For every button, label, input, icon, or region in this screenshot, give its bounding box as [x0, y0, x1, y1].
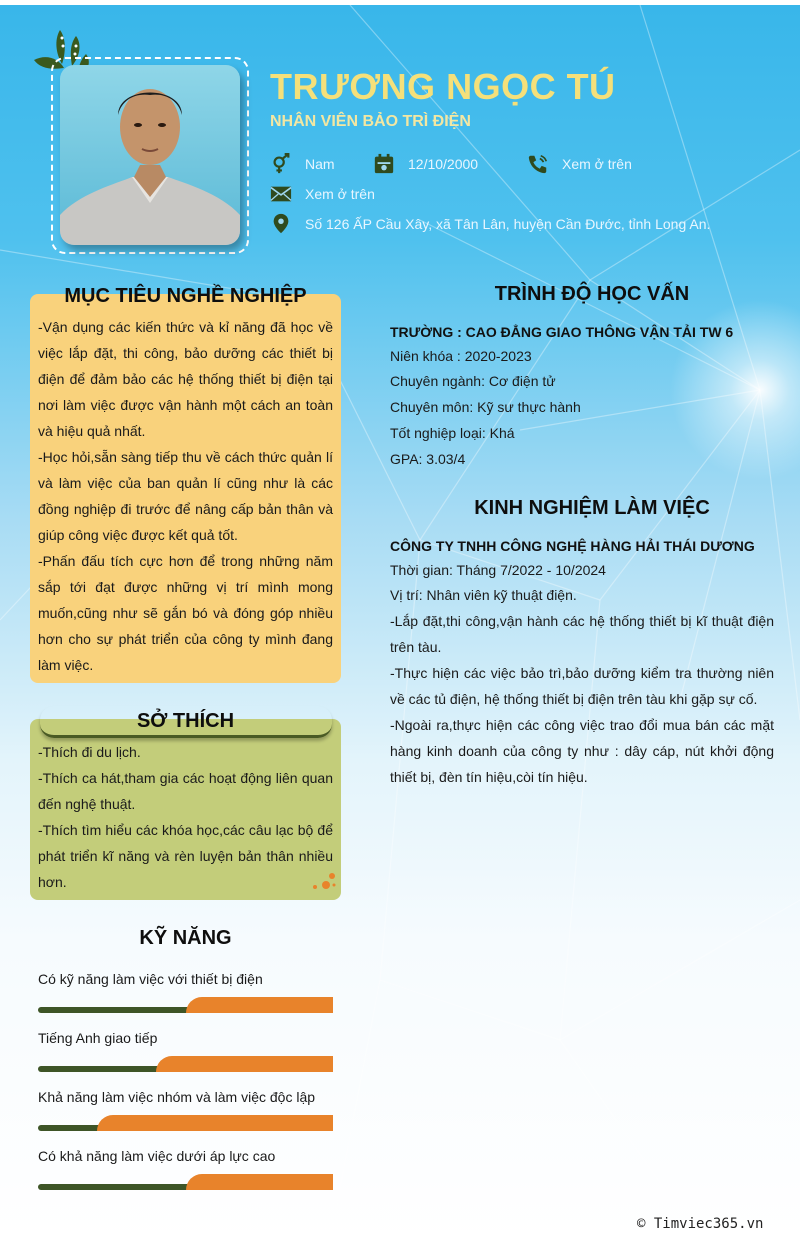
experience-time: Thời gian: Tháng 7/2022 - 10/2024	[390, 562, 606, 578]
calendar-icon	[373, 153, 395, 175]
education-title: TRÌNH ĐỘ HỌC VẤN	[494, 283, 690, 305]
location-pin-icon	[270, 213, 292, 235]
gender-icon	[270, 153, 292, 175]
skill-bar-fill	[186, 997, 334, 1013]
company-name: CÔNG TY TNHH CÔNG NGHỆ HÀNG HẢI THÁI DƯƠNG	[390, 538, 755, 554]
duty-item: -Ngoài ra,thực hiện các công việc trao đổi mua bán các mặt hàng kinh doanh của công ty như : dây cáp, nút khởi động thiết bị, đèn tín hiệu,còi tín hiệu.	[390, 717, 774, 785]
skill-bar-fill	[156, 1056, 333, 1072]
hobby-item: -Thích tìm hiểu các khóa học,các câu lạc bộ để phát triển kĩ năng và rèn luyện bản thân nhiều hơn.	[38, 822, 333, 890]
phone-info	[527, 153, 632, 175]
education-grade: Tốt nghiệp loại: Khá	[390, 425, 515, 441]
email-value: Xem ở trên	[305, 186, 375, 202]
career-goal-text	[38, 314, 333, 678]
career-goal-paragraph: -Học hỏi,sẵn sàng tiếp thu về cách thức quản lí và làm việc của ban quản lí cũng như là các đồng nghiệp đi trước để nâng cấp bản thân và giúp công việc được kết quả tốt.	[38, 449, 333, 543]
hobby-item: -Thích ca hát,tham gia các hoạt động liên quan đến nghệ thuật.	[38, 770, 333, 812]
skill-bar	[38, 1125, 333, 1131]
avatar	[60, 65, 240, 245]
footer-watermark: © Timviec365.vn	[637, 1216, 764, 1232]
address-value: Số 126 ẤP Cầu Xây, xã Tân Lân, huyện Cần Đước, tỉnh Long An.	[305, 216, 711, 232]
education-years: Niên khóa : 2020-2023	[390, 348, 532, 364]
hobbies-title: SỞ THÍCH	[136, 710, 235, 732]
gender-info	[270, 153, 335, 175]
job-title: NHÂN VIÊN BẢO TRÌ ĐIỆN	[270, 113, 471, 130]
school-name: TRƯỜNG : CAO ĐẲNG GIAO THÔNG VẬN TẢI TW 6	[390, 324, 734, 340]
candidate-name: TRƯƠNG NGỌC TÚ	[270, 66, 616, 107]
duty-item: -Lắp đặt,thi công,vận hành các hệ thống thiết bị kĩ thuật điện trên tàu.	[390, 613, 774, 655]
experience-position: Vị trí: Nhân viên kỹ thuật điện.	[390, 587, 577, 603]
career-goal-title: MỤC TIÊU NGHỀ NGHIỆP	[64, 285, 307, 307]
dots-decoration-icon	[308, 870, 338, 892]
experience-duties	[390, 608, 774, 790]
birthday-value: 12/10/2000	[408, 156, 479, 172]
skill-label: Có kỹ năng làm việc với thiết bị điện	[38, 971, 263, 987]
birthday-info	[373, 153, 478, 175]
education-major: Chuyên ngành: Cơ điện tử	[390, 373, 556, 389]
skill-label: Khả năng làm việc nhóm và làm việc độc lập	[38, 1089, 316, 1105]
phone-icon	[527, 153, 549, 175]
skill-bar	[38, 1184, 333, 1190]
skill-bar	[38, 1007, 333, 1013]
experience-title: KINH NGHIỆM LÀM VIỆC	[474, 497, 710, 519]
career-goal-paragraph: -Vận dụng các kiến thức và kỉ năng đã học về việc lắp đặt, thi công, bảo dưỡng các thiết bị điện để đảm bảo các hệ thống thiết bị điện tại nơi làm việc được vận hành một cách an toàn và hiệu quả nhất.	[38, 319, 333, 439]
hobbies-text	[38, 739, 333, 895]
education-specialty: Chuyên môn: Kỹ sư thực hành	[390, 399, 581, 415]
skill-label: Có khả năng làm việc dưới áp lực cao	[38, 1148, 276, 1164]
gender-value: Nam	[305, 156, 335, 172]
email-icon	[270, 183, 292, 205]
skill-label: Tiếng Anh giao tiếp	[38, 1030, 158, 1046]
address-info	[270, 213, 710, 235]
phone-value: Xem ở trên	[562, 156, 632, 172]
duty-item: -Thực hiện các việc bảo trì,bảo dưỡng kiểm tra thường niên về các tủ điện, hệ thống thiết bị điện trên tàu khi gặp sự cố.	[390, 665, 774, 707]
skill-bar-fill	[186, 1174, 334, 1190]
email-info	[270, 183, 375, 205]
skills-title: KỸ NĂNG	[139, 927, 232, 949]
skill-bar-fill	[97, 1115, 333, 1131]
career-goal-paragraph: -Phấn đấu tích cực hơn để trong những năm sắp tới đạt được những vị trí mình mong muốn,cũng như sẽ gắn bó và đóng góp nhiều hơn cho sự phát triển của công ty mình đang làm việc.	[38, 553, 333, 673]
education-gpa: GPA: 3.03/4	[390, 451, 466, 467]
hobby-item: -Thích đi du lịch.	[38, 744, 141, 760]
skill-bar	[38, 1066, 333, 1072]
